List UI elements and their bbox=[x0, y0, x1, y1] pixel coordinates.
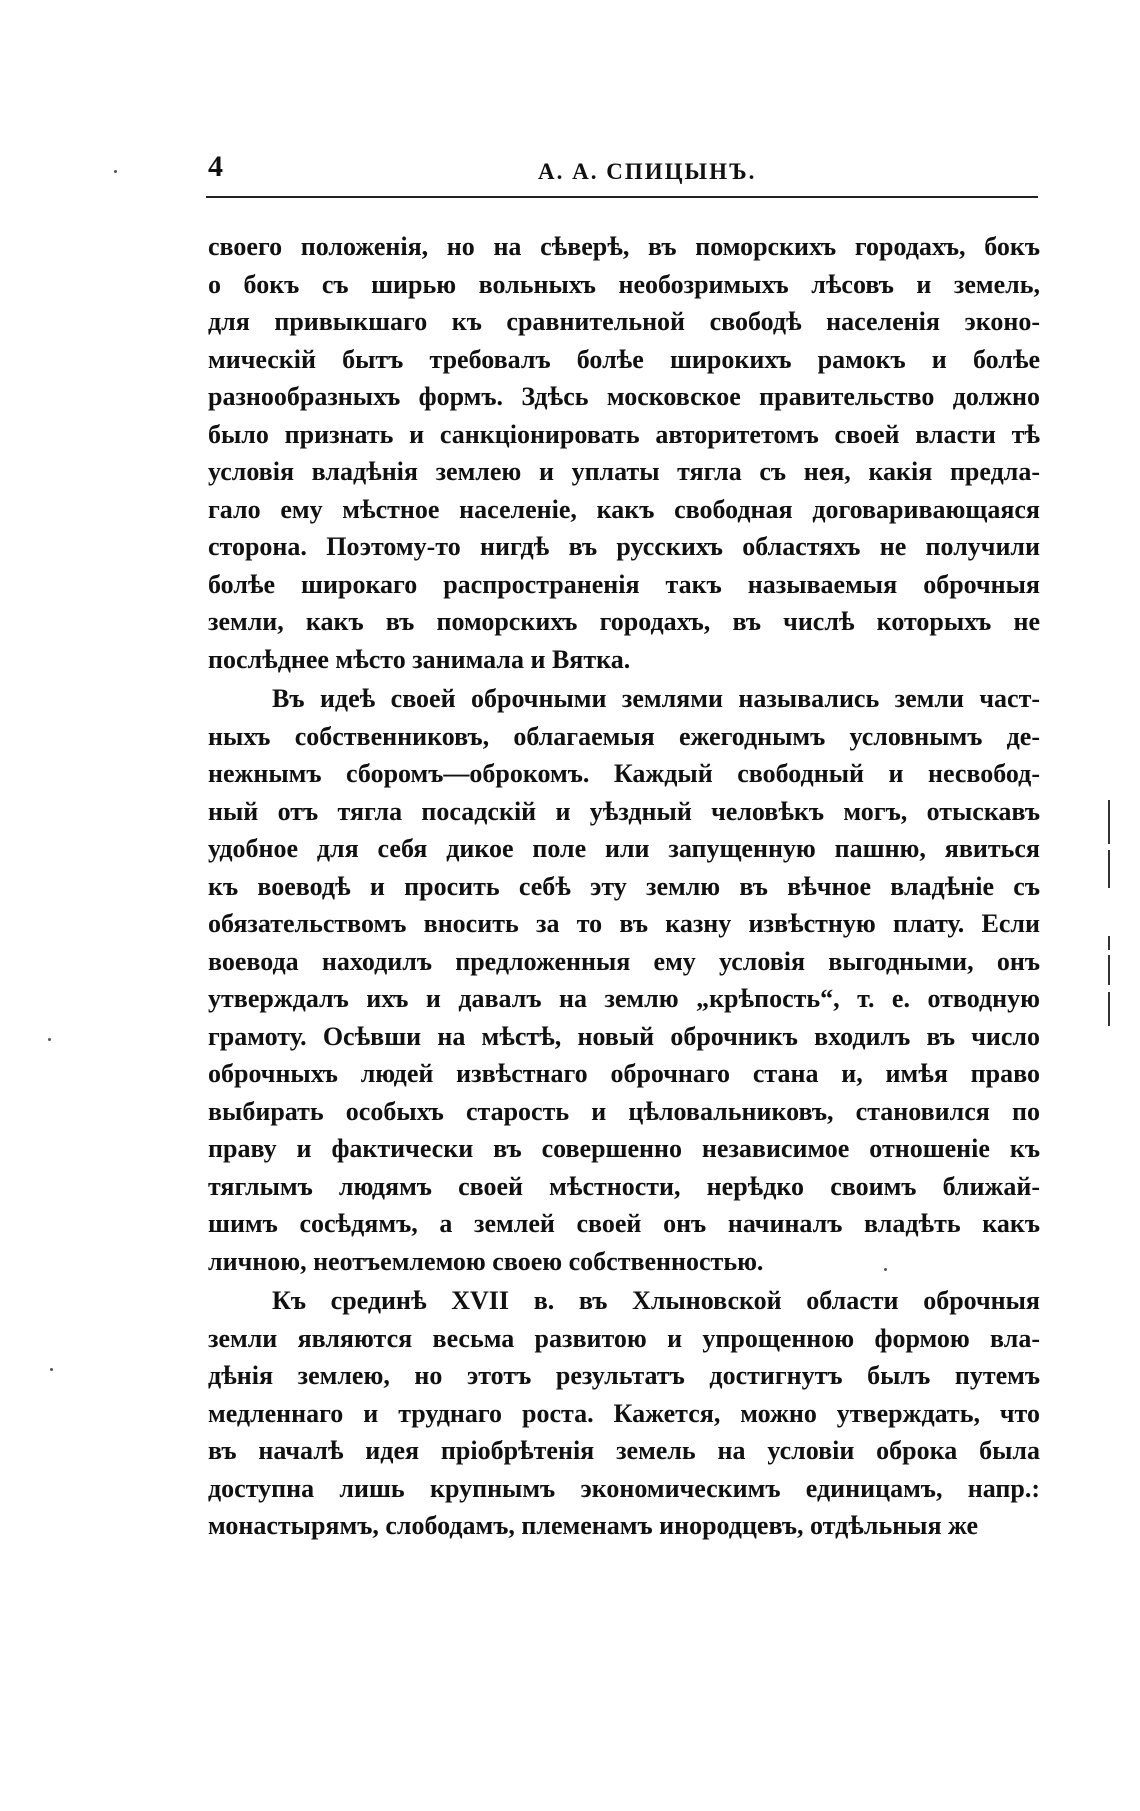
text-line: удобное для себя дикое поле или запущенную пашню, явиться bbox=[208, 834, 1040, 863]
text-line: сторона. Поэтому-то нигдѣ въ русскихъ областяхъ не получили bbox=[208, 532, 1040, 561]
header-rule bbox=[206, 196, 1038, 198]
text-line: монастырямъ, слободамъ, племенамъ инородцевъ, отдѣльныя же bbox=[208, 1511, 979, 1540]
text-line: дѣнія землею, но этотъ результатъ достигнутъ былъ путемъ bbox=[208, 1361, 1040, 1390]
text-line: въ началѣ идея пріобрѣтенія земель на условіи оброка была bbox=[208, 1436, 1040, 1465]
text-line: медленнаго и труднаго роста. Кажется, можно утверждать, что bbox=[208, 1398, 1040, 1428]
text-line: Къ срединѣ XVII в. въ Хлыновской области оброчныя bbox=[272, 1286, 1040, 1315]
text-line: къ воеводѣ и просить себѣ эту землю въ вѣчное владѣніе съ bbox=[208, 871, 1040, 901]
text-line: воевода находилъ предложенныя ему условія выгодными, онъ bbox=[208, 946, 1040, 976]
text-line: было признать и санкціонировать авторитетомъ своей власти тѣ bbox=[208, 419, 1040, 449]
text-line: разнообразныхъ формъ. Здѣсь московское правительство должно bbox=[208, 382, 1040, 411]
text-line: гало ему мѣстное населеніе, какъ свободная договаривающаяся bbox=[208, 494, 1040, 524]
margin-speck bbox=[48, 1038, 51, 1041]
text-line: мическій бытъ требовалъ болѣе широкихъ рамокъ и болѣе bbox=[208, 344, 1040, 374]
margin-mark bbox=[1108, 992, 1110, 1026]
text-line: условія владѣнія землею и уплаты тягла съ нея, какія предла- bbox=[208, 457, 1040, 486]
paragraph bbox=[208, 228, 1040, 678]
paragraph bbox=[208, 1282, 1040, 1545]
text-line: обязательствомъ вносить за то въ казну извѣстную плату. Если bbox=[208, 909, 1040, 938]
running-head: А. А. СПИЦЫНЪ. bbox=[538, 159, 757, 184]
margin-mark bbox=[1108, 800, 1110, 844]
page-number: 4 bbox=[208, 150, 223, 183]
text-line: Въ идеѣ своей оброчными землями назывались земли част- bbox=[272, 684, 1040, 713]
text-line: грамоту. Осѣвши на мѣстѣ, новый оброчникъ входилъ въ число bbox=[208, 1021, 1040, 1051]
text-line: утверждалъ ихъ и давалъ на землю „крѣпость“, т. е. отводную bbox=[208, 984, 1040, 1013]
margin-mark bbox=[1108, 850, 1110, 888]
text-line: о бокъ съ ширью вольныхъ необозримыхъ лѣсовъ и земель, bbox=[208, 269, 1040, 299]
body-text bbox=[208, 228, 1040, 1545]
text-line: выбирать особыхъ староcть и цѣловальниковъ, становился по bbox=[208, 1096, 1040, 1126]
margin-mark bbox=[1108, 955, 1110, 985]
paragraph bbox=[208, 680, 1040, 1280]
text-line: праву и фактически въ совершенно независимое отношеніе къ bbox=[208, 1134, 1040, 1163]
margin-speck bbox=[50, 1368, 53, 1371]
text-line: земли, какъ въ поморскихъ городахъ, въ числѣ которыхъ не bbox=[208, 607, 1040, 636]
margin-speck bbox=[884, 1268, 887, 1271]
text-line: земли являются весьма развитою и упрощенною формою вла- bbox=[208, 1323, 1040, 1353]
text-line: ный отъ тягла посадскій и уѣздный человѣкъ могъ, отыскавъ bbox=[208, 796, 1040, 826]
page-header bbox=[208, 150, 1036, 192]
text-line: ныхъ собственниковъ, облагаемыя ежегоднымъ условнымъ де- bbox=[208, 721, 1040, 751]
text-line: тяглымъ людямъ своей мѣстности, нерѣдко своимъ ближай- bbox=[208, 1171, 1040, 1201]
text-line: нежнымъ сборомъ—оброкомъ. Каждый свободный и несвобод- bbox=[208, 759, 1040, 788]
text-line: болѣе широкаго распространенія такъ называемыя оброчныя bbox=[208, 569, 1040, 599]
text-line: личною, неотъемлемою своею собственностью. bbox=[208, 1246, 764, 1276]
text-line: шимъ сосѣдямъ, а землей своей онъ начиналъ владѣть какъ bbox=[208, 1209, 1040, 1238]
text-line: для привыкшаго къ сравнительной свободѣ населенія эконо- bbox=[208, 307, 1040, 336]
text-line: оброчныхъ людей извѣстнаго оброчнаго стана и, имѣя право bbox=[208, 1059, 1040, 1088]
margin-mark bbox=[1108, 936, 1110, 950]
text-line: своего положенія, но на сѣверѣ, въ поморскихъ городахъ, бокъ bbox=[208, 232, 1040, 261]
text-line: послѣднее мѣсто занимала и Вятка. bbox=[208, 644, 631, 674]
text-line: доступна лишь крупнымъ экономическимъ единицамъ, напр.: bbox=[208, 1473, 1040, 1503]
margin-speck bbox=[114, 170, 117, 173]
